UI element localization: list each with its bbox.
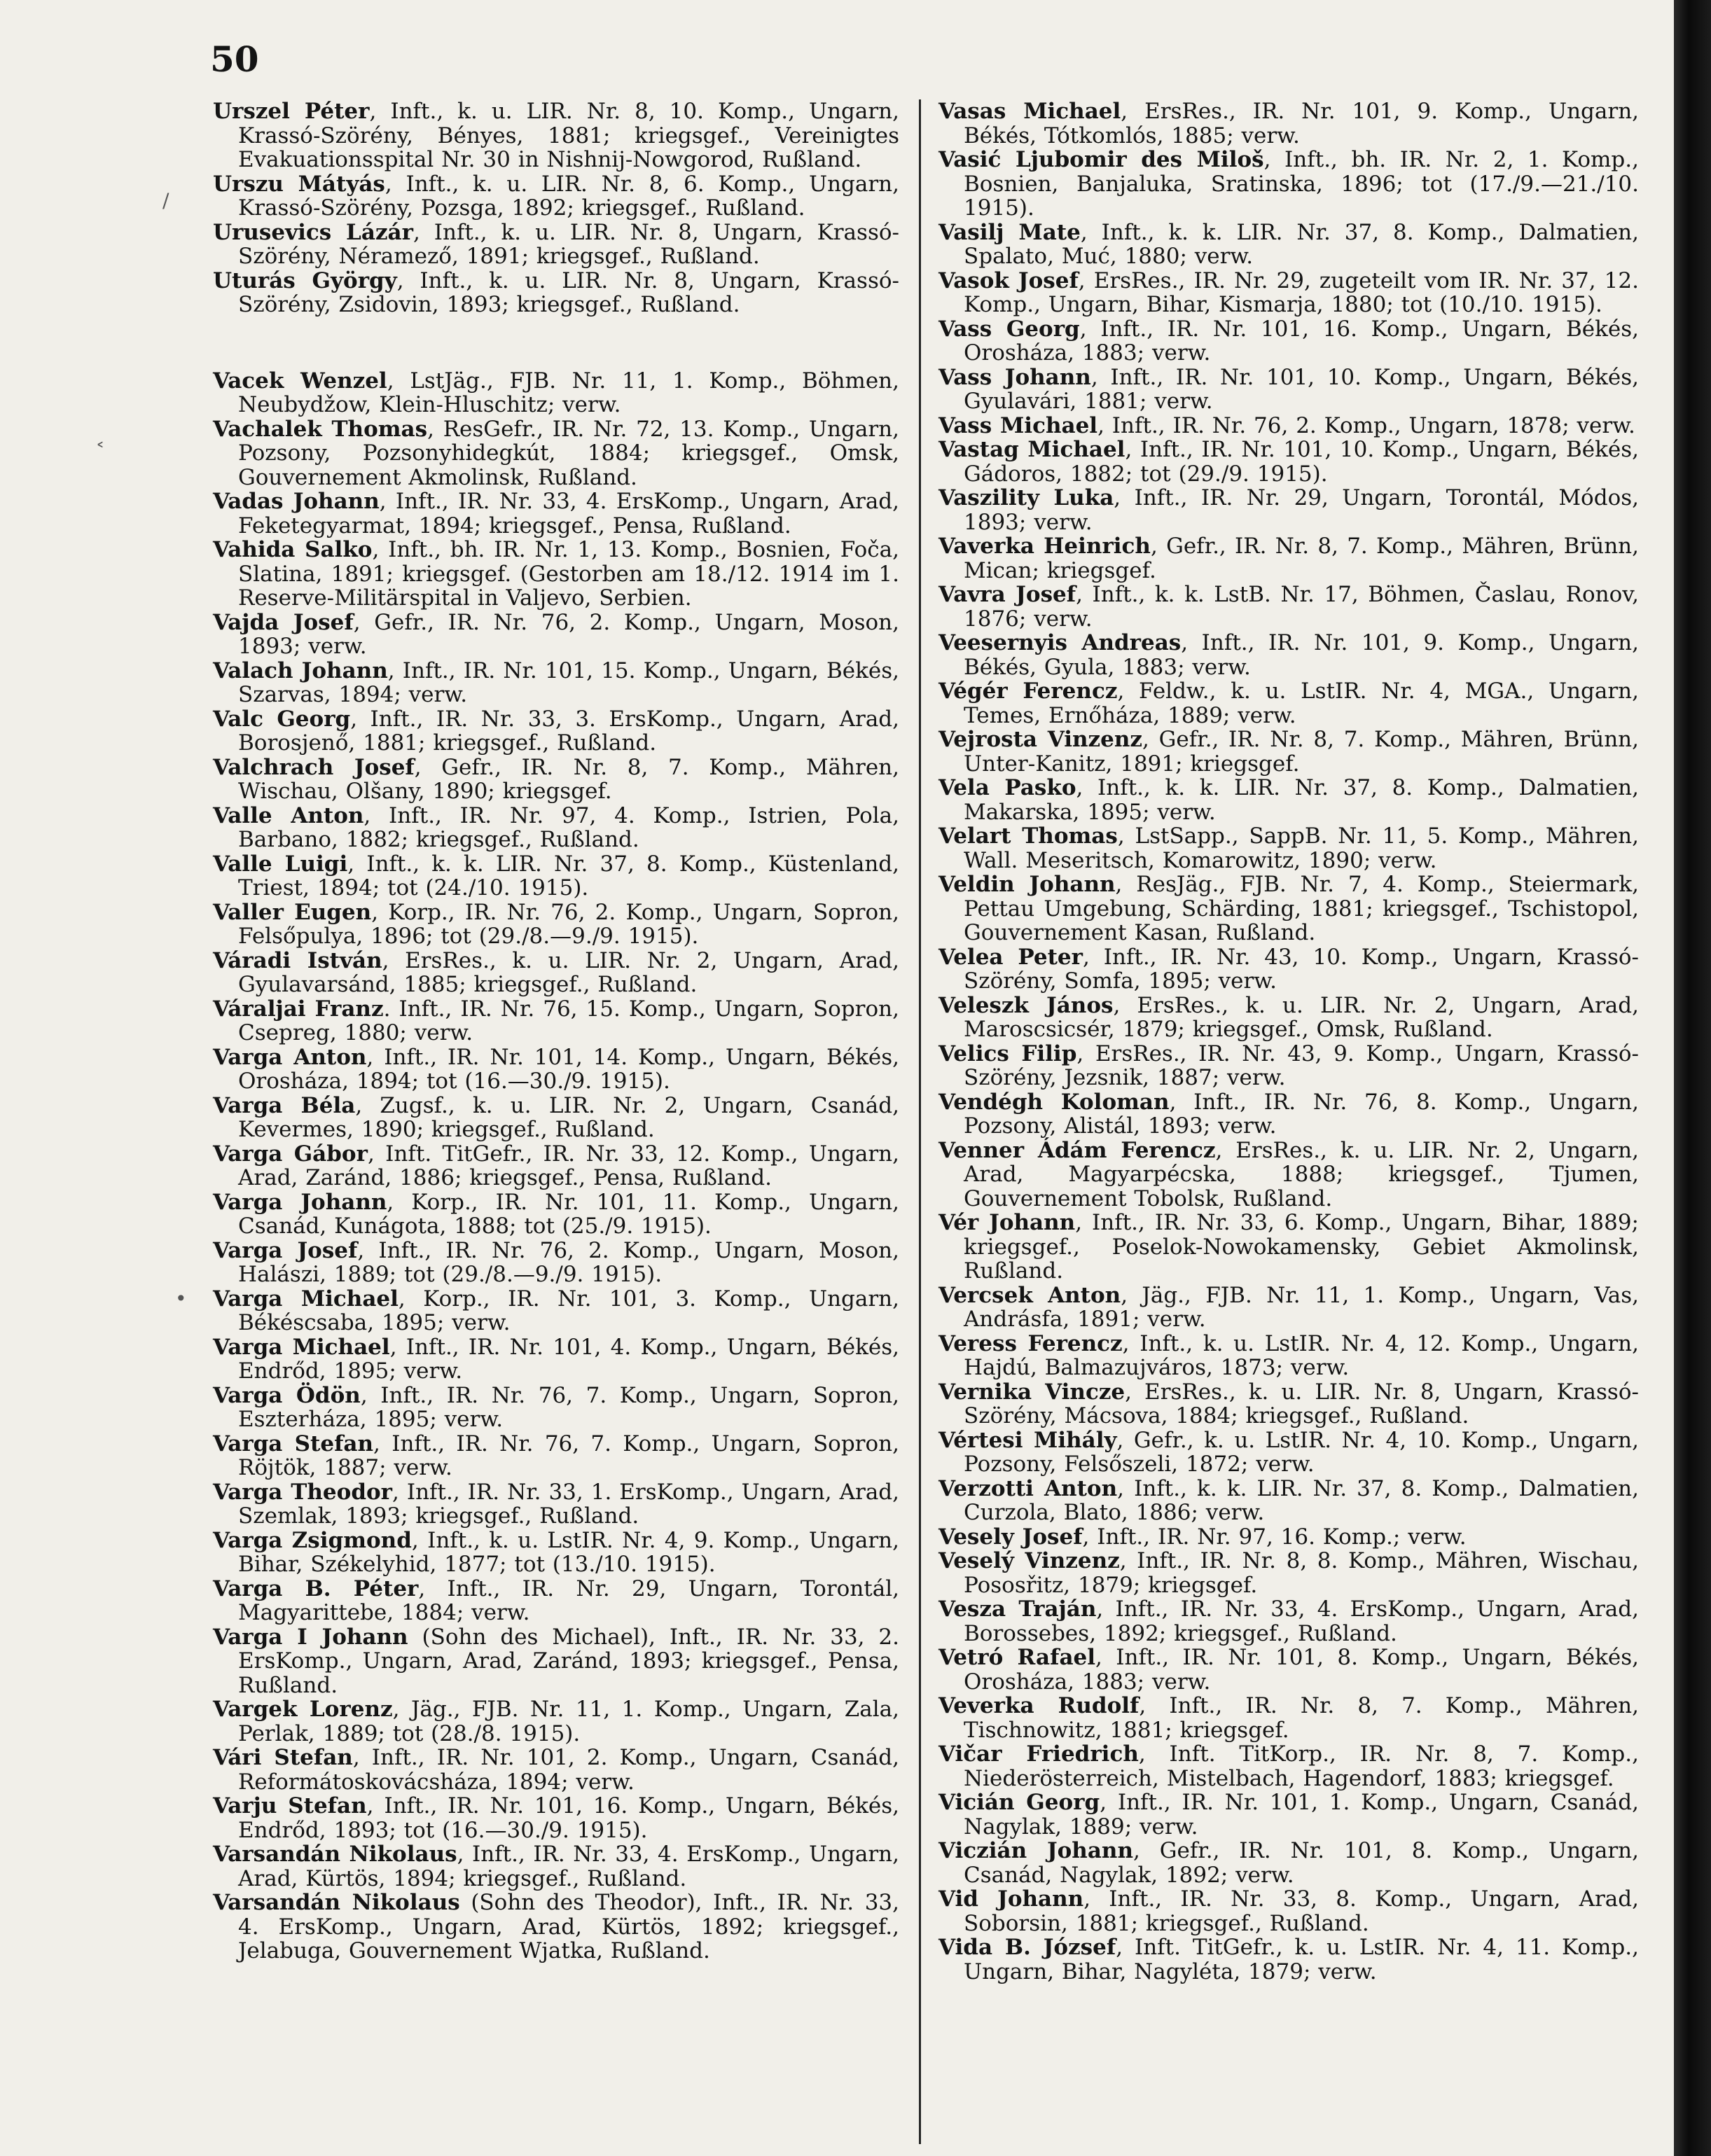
entry-name: Vida B. József [938, 1935, 1116, 1960]
register-entry [938, 824, 1639, 872]
entry-name: Valchrach Josef [213, 754, 415, 780]
page-number: 50 [210, 39, 259, 80]
register-entry [938, 1742, 1639, 1790]
entry-name: Veleszk János [938, 992, 1114, 1018]
register-entry [938, 486, 1639, 534]
register-entry [213, 1287, 899, 1335]
entry-details: , Inft. TitKorp., IR. Nr. 8, 7. Komp., Niederösterreich, Mistelbach, Hagendorf, 1883; kriegsgef. [964, 1741, 1639, 1791]
entry-details: , Inft., IR. Nr. 33, 6. Komp., Ungarn, Bihar, 1889; kriegsgef., Poselok-Nowokamensky, Gebiet Akmolinsk, Rußland. [964, 1210, 1640, 1284]
entry-details: , Gefr., IR. Nr. 8, 7. Komp., Mähren, Brünn, Mican; kriegsgef. [964, 534, 1639, 583]
register-entry [938, 872, 1639, 945]
entry-details: , Inft., IR. Nr. 33, 3. ErsKomp., Ungarn, Arad, Borosjenő, 1881; kriegsgef., Rußland. [238, 706, 899, 756]
entry-name: Uturás György [213, 267, 397, 293]
entry-details: , Feldw., k. u. LstIR. Nr. 4, MGA., Ungarn, Temes, Ernőháza, 1889; verw. [964, 679, 1639, 728]
entry-details: , Inft., k. u. LIR. Nr. 8, Ungarn, Krassó-Szörény, Néramező, 1891; kriegsgef., Rußland. [238, 219, 899, 269]
entry-name: Varga I Johann [213, 1624, 408, 1650]
entry-details: , Inft., IR. Nr. 101, 8. Komp., Ungarn, Békés, Orosháza, 1883; verw. [964, 1645, 1639, 1695]
margin-dot-mark: • [175, 1287, 187, 1310]
entry-name: Valach Johann [213, 658, 388, 683]
entry-details: , Inft., k. u. LIR. Nr. 8, Ungarn, Krassó-Szörény, Zsidovin, 1893; kriegsgef., Rußland. [238, 267, 899, 317]
entry-details: (Sohn des Michael), Inft., IR. Nr. 33, 2. ErsKomp., Ungarn, Arad, Zaránd, 1893; kriegsgef., Pensa, Rußland. [238, 1624, 899, 1698]
entry-details: , Inft., IR. Nr. 33, 8. Komp., Ungarn, Arad, Soborsin, 1881; kriegsgef., Rußland. [964, 1886, 1639, 1936]
entry-name: Vér Johann [938, 1210, 1076, 1235]
entry-details: , Inft., IR. Nr. 76, 8. Komp., Ungarn, Pozsony, Alistál, 1893; verw. [964, 1089, 1639, 1139]
register-entry [213, 804, 899, 852]
entry-name: Valle Anton [213, 802, 364, 828]
register-entry [213, 1045, 899, 1094]
entry-details: , Inft., bh. IR. Nr. 1, 13. Komp., Bosnien, Foča, Slatina, 1891; kriegsgef. (Gestorben am 18./12. 1914 im 1. Reserve-Militärspital in Valjevo, Serbien. [238, 537, 899, 611]
entry-details: , Inft., IR. Nr. 8, 7. Komp., Mähren, Tischnowitz, 1881; kriegsgef. [964, 1693, 1640, 1743]
v-entries-list [213, 369, 899, 1963]
entry-name: Valle Luigi [213, 851, 348, 877]
register-entry [938, 366, 1639, 414]
entry-name: Varga Anton [213, 1044, 367, 1070]
entry-details: , Korp., IR. Nr. 76, 2. Komp., Ungarn, Sopron, Felsőpulya, 1896; tot (29./8.—9./9. 1915). [238, 899, 899, 949]
entry-name: Vargek Lorenz [213, 1697, 393, 1722]
register-entry [938, 994, 1639, 1042]
register-entry [938, 945, 1639, 994]
right-column [938, 99, 1639, 1984]
entry-name: Varga Zsigmond [213, 1527, 412, 1553]
entry-name: Varga Michael [213, 1334, 390, 1360]
entry-details: , Inft., IR. Nr. 76, 7. Komp., Ungarn, Sopron, Röjtök, 1887; verw. [238, 1431, 899, 1480]
register-entry [213, 900, 899, 949]
register-entry [938, 1597, 1639, 1646]
entry-details: , Inft., k. u. LstIR. Nr. 4, 12. Komp., Ungarn, Hajdú, Balmazujváros, 1873; verw. [964, 1330, 1639, 1380]
register-entry [938, 1935, 1639, 1984]
entry-details: , Inft., k. k. LIR. Nr. 37, 8. Komp., Küstenland, Triest, 1894; tot (24./10. 1915). [238, 851, 899, 900]
entry-name: Vercsek Anton [938, 1282, 1121, 1308]
register-entry [213, 172, 899, 221]
entry-name: Valc Georg [213, 706, 351, 732]
right-entries-list [938, 99, 1639, 1984]
entry-details: , Inft., IR. Nr. 101, 15. Komp., Ungarn, Békés, Szarvas, 1894; verw. [238, 658, 899, 707]
entry-name: Vasilj Mate [938, 219, 1081, 245]
register-entry [213, 1094, 899, 1142]
register-entry [938, 221, 1639, 269]
register-entry [213, 949, 899, 997]
entry-details: , Inft., IR. Nr. 29, Ungarn, Torontál, Módos, 1893; verw. [964, 485, 1639, 535]
entry-name: Vajda Josef [213, 609, 354, 635]
entry-details: , ResGefr., IR. Nr. 72, 13. Komp., Ungarn, Pozsony, Pozsonyhidegkút, 1884; kriegsgef., Omsk, Gouvernement Akmolinsk, Rußland. [238, 416, 899, 490]
entry-name: Varga Michael [213, 1286, 399, 1312]
register-entry [938, 1549, 1639, 1597]
entry-details: , Inft., IR. Nr. 101, 9. Komp., Ungarn, Békés, Gyula, 1883; verw. [964, 630, 1639, 680]
entry-name: Velea Peter [938, 944, 1083, 970]
register-entry [213, 997, 899, 1045]
entry-details: , Inft., k. u. LIR. Nr. 8, 6. Komp., Ungarn, Krassó-Szörény, Pozsga, 1892; kriegsgef., Rußland. [238, 171, 899, 221]
margin-pencil-mark: / [162, 189, 169, 212]
register-entry [213, 1239, 899, 1287]
entry-name: Varga Josef [213, 1237, 358, 1263]
entry-details: , ErsRes., IR. Nr. 29, zugeteilt vom IR. Nr. 37, 12. Komp., Ungarn, Bihar, Kismarja, 1880; tot (10./10. 1915). [964, 267, 1639, 317]
entry-name: Vid Johann [938, 1886, 1084, 1912]
entry-name: Vejrosta Vinzenz [938, 727, 1142, 752]
register-entry [213, 1335, 899, 1384]
entry-details: , LstSapp., SappB. Nr. 11, 5. Komp., Mähren, Wall. Meseritsch, Komarowitz, 1890; verw. [964, 823, 1639, 873]
register-entry [213, 659, 899, 707]
entry-name: Valler Eugen [213, 899, 372, 925]
register-entry [938, 1332, 1639, 1380]
register-entry [213, 489, 899, 538]
entry-name: Urszu Mátyás [213, 171, 385, 197]
register-entry [213, 611, 899, 659]
register-entry [938, 728, 1639, 776]
entry-details: , Gefr., k. u. LstIR. Nr. 4, 10. Komp., Ungarn, Pozsony, Felsőszeli, 1872; verw. [964, 1427, 1639, 1477]
register-entry [938, 438, 1639, 486]
register-entry [213, 1190, 899, 1239]
entry-details: , Inft., IR. Nr. 101, 16. Komp., Ungarn, Békés, Endrőd, 1893; tot (16.—30./9. 1915). [238, 1793, 899, 1843]
entry-name: Varga Ödön [213, 1382, 361, 1408]
entry-details: , Inft., IR. Nr. 33, 4. ErsKomp., Ungarn, Arad, Kürtös, 1894; kriegsgef., Rußland. [238, 1842, 899, 1891]
entry-details: (Sohn des Theodor), Inft., IR. Nr. 33, 4. ErsKomp., Ungarn, Arad, Kürtös, 1892; kriegsgef., Jelabuga, Gouvernement Wjatka, Rußland. [238, 1890, 900, 1963]
entry-details: , Inft. TitGefr., k. u. LstIR. Nr. 4, 11. Komp., Ungarn, Bihar, Nagyléta, 1879; verw. [964, 1935, 1639, 1984]
entry-name: Vachalek Thomas [213, 416, 428, 442]
entry-name: Velart Thomas [938, 823, 1118, 849]
entry-name: Vesely Josef [938, 1524, 1083, 1550]
register-entry [938, 583, 1639, 631]
entry-details: , Gefr., IR. Nr. 101, 8. Komp., Ungarn, Csanád, Nagylak, 1892; verw. [964, 1838, 1639, 1888]
entry-name: Veselý Vinzenz [938, 1548, 1120, 1573]
entry-details: , ResJäg., FJB. Nr. 7, 4. Komp., Steiermark, Pettau Umgebung, Schärding, 1881; kriegsgef., Tschistopol, Gouvernement Kasan, Rußland. [964, 872, 1639, 945]
entry-name: Veesernyis Andreas [938, 630, 1182, 655]
register-entry [938, 679, 1639, 728]
entry-details: , ErsRes., k. u. LIR. Nr. 2, Ungarn, Arad, Gyulavarsánd, 1885; kriegsgef., Rußland. [238, 947, 899, 997]
entry-details: , Gefr., IR. Nr. 8, 7. Komp., Mähren, Brünn, Unter-Kanitz, 1891; kriegsgef. [964, 727, 1639, 777]
scan-edge [1674, 0, 1711, 2156]
register-entry [213, 1432, 899, 1480]
entry-details: , Korp., IR. Nr. 101, 3. Komp., Ungarn, Békéscsaba, 1895; verw. [238, 1286, 899, 1335]
entry-name: Vahida Salko [213, 537, 373, 562]
register-entry [213, 852, 899, 900]
register-entry [213, 1142, 899, 1190]
entry-details: , Gefr., IR. Nr. 8, 7. Komp., Mähren, Wischau, Olšany, 1890; kriegsgef. [238, 754, 899, 804]
register-entry [213, 1625, 899, 1698]
entry-details: , Inft., k. u. LIR. Nr. 8, 10. Komp., Ungarn, Krassó-Szörény, Bényes, 1881; kriegsgef., Vereinigtes Evakuationsspital Nr. 30 in Nishnij-Nowgorod, Rußland. [238, 99, 899, 172]
entry-name: Vass Georg [938, 316, 1080, 342]
register-entry [938, 414, 1639, 438]
entry-name: Veress Ferencz [938, 1330, 1123, 1356]
register-entry [938, 1211, 1639, 1284]
entry-name: Varga Stefan [213, 1431, 374, 1456]
entry-name: Vendégh Koloman [938, 1089, 1170, 1115]
entry-details: , Inft., IR. Nr. 97, 4. Komp., Istrien, Pola, Barbano, 1882; kriegsgef., Rußland. [238, 802, 899, 852]
register-entry [938, 534, 1639, 583]
register-entry [938, 1284, 1639, 1332]
register-entry [213, 707, 899, 756]
entry-details: , Inft., IR. Nr. 101, 4. Komp., Ungarn, Békés, Endrőd, 1895; verw. [238, 1334, 899, 1384]
entry-details: , Inft., k. k. LIR. Nr. 37, 8. Komp., Dalmatien, Curzola, Blato, 1886; verw. [964, 1475, 1639, 1525]
entry-name: Varga Gábor [213, 1141, 368, 1167]
entry-details: , Inft., IR. Nr. 8, 8. Komp., Mähren, Wischau, Pososřitz, 1879; kriegsgef. [964, 1548, 1639, 1598]
entry-name: Vicián Georg [938, 1790, 1100, 1815]
register-entry [213, 756, 899, 804]
register-entry [213, 369, 899, 417]
entry-details: , Korp., IR. Nr. 101, 11. Komp., Ungarn, Csanád, Kunágota, 1888; tot (25./9. 1915). [238, 1189, 899, 1239]
entry-details: , ErsRes., IR. Nr. 101, 9. Komp., Ungarn, Békés, Tótkomlós, 1885; verw. [964, 99, 1640, 148]
entry-details: , Inft., bh. IR. Nr. 2, 1. Komp., Bosnien, Banjaluka, Sratinska, 1896; tot (17./9.—21./10. 1915). [964, 147, 1639, 221]
register-entry [938, 1646, 1639, 1694]
entry-name: Velics Filip [938, 1041, 1077, 1066]
entry-name: Vaszility Luka [938, 485, 1114, 510]
entry-details: , Inft., IR. Nr. 33, 4. ErsKomp., Ungarn, Arad, Feketegyarmat, 1894; kriegsgef., Pensa, Rußland. [238, 489, 899, 538]
entry-details: , Jäg., FJB. Nr. 11, 1. Komp., Ungarn, Zala, Perlak, 1889; tot (28./8. 1915). [238, 1697, 899, 1746]
entry-name: Vasas Michael [938, 99, 1121, 124]
entry-details: , Inft., IR. Nr. 33, 1. ErsKomp., Ungarn, Arad, Szemlak, 1893; kriegsgef., Rußland. [238, 1479, 899, 1529]
entry-name: Varga Johann [213, 1189, 387, 1215]
register-entry [213, 269, 899, 317]
entry-details: , Inft., IR. Nr. 101, 16. Komp., Ungarn, Békés, Orosháza, 1883; verw. [964, 316, 1639, 366]
entry-name: Vesza Traján [938, 1597, 1097, 1622]
register-entry [938, 1380, 1639, 1428]
entry-name: Vacek Wenzel [213, 368, 387, 394]
entry-details: , Inft., IR. Nr. 76, 2. Komp., Ungarn, 1878; verw. [1097, 412, 1635, 438]
entry-name: Varsandán Nikolaus [213, 1842, 457, 1867]
register-entry [213, 1891, 899, 1963]
register-entry [938, 1042, 1639, 1090]
entry-name: Vetró Rafael [938, 1645, 1096, 1670]
register-entry [938, 148, 1639, 221]
entry-details: , Gefr., IR. Nr. 76, 2. Komp., Ungarn, Moson, 1893; verw. [238, 609, 899, 659]
register-entry [938, 1428, 1639, 1477]
register-entry [938, 1525, 1639, 1550]
entry-details: , Zugsf., k. u. LIR. Nr. 2, Ungarn, Csanád, Kevermes, 1890; kriegsgef., Rußland. [238, 1092, 899, 1142]
register-entry [213, 1577, 899, 1625]
entry-name: Viczián Johann [938, 1838, 1134, 1863]
entry-details: , Inft., IR. Nr. 101, 14. Komp., Ungarn, Békés, Orosháza, 1894; tot (16.—30./9. 1915). [238, 1044, 899, 1094]
register-entry [938, 1139, 1639, 1211]
entry-name: Vass Michael [938, 412, 1098, 438]
register-entry [213, 1480, 899, 1529]
register-entry [938, 1839, 1639, 1887]
entry-details: , LstJäg., FJB. Nr. 11, 1. Komp., Böhmen, Neubydžow, Klein-Hluschitz; verw. [238, 368, 899, 417]
entry-details: , Inft., IR. Nr. 76, 2. Komp., Ungarn, Moson, Halászi, 1889; tot (29./8.—9./9. 1915). [238, 1237, 899, 1287]
register-entry [938, 317, 1639, 366]
column-divider [919, 99, 921, 2144]
register-entry [213, 1697, 899, 1746]
entry-details: , Inft., IR. Nr. 101, 2. Komp., Ungarn, Csanád, Reformátoskovácsháza, 1894; verw. [238, 1745, 899, 1795]
register-entry [938, 1694, 1639, 1742]
register-entry [213, 1529, 899, 1577]
register-entry [213, 1384, 899, 1432]
entry-name: Veverka Rudolf [938, 1693, 1139, 1718]
entry-name: Veldin Johann [938, 872, 1116, 897]
entry-name: Váradi István [213, 947, 382, 973]
entry-name: Vernika Vincze [938, 1379, 1125, 1405]
entry-details: , ErsRes., k. u. LIR. Nr. 8, Ungarn, Krassó-Szörény, Mácsova, 1884; kriegsgef., Rußland. [964, 1379, 1639, 1428]
entry-name: Verzotti Anton [938, 1475, 1118, 1501]
entry-name: Vavra Josef [938, 582, 1076, 607]
entry-details: , Inft., k. u. LstIR. Nr. 4, 9. Komp., Ungarn, Bihar, Székelyhid, 1877; tot (13./10. 1915). [238, 1527, 899, 1577]
entry-name: Varga Theodor [213, 1479, 392, 1505]
entry-details: , ErsRes., IR. Nr. 43, 9. Komp., Ungarn, Krassó-Szörény, Jezsnik, 1887; verw. [964, 1041, 1639, 1090]
register-entry [938, 269, 1639, 317]
entry-name: Urszel Péter [213, 99, 370, 124]
entry-name: Varsandán Nikolaus [213, 1890, 460, 1915]
entry-name: Varju Stefan [213, 1793, 367, 1818]
entry-details: . Inft., IR. Nr. 76, 15. Komp., Ungarn, Sopron, Csepreg, 1880; verw. [238, 996, 899, 1045]
entry-details: , Inft., k. k. LIR. Nr. 37, 8. Komp., Dalmatien, Spalato, Muć, 1880; verw. [964, 219, 1639, 269]
entry-details: , Inft., IR. Nr. 97, 16. Komp.; verw. [1082, 1524, 1467, 1550]
register-entry [938, 1887, 1639, 1935]
entry-name: Vadas Johann [213, 489, 380, 514]
register-entry [213, 1746, 899, 1794]
entry-details: , Inft., IR. Nr. 29, Ungarn, Torontál, Magyarittebe, 1884; verw. [238, 1576, 900, 1625]
u-entries-list [213, 99, 899, 317]
entry-details: , Inft., IR. Nr. 101, 10. Komp., Ungarn, Békés, Gádoros, 1882; tot (29./9. 1915). [964, 437, 1639, 487]
register-entry [213, 99, 899, 172]
register-entry [938, 776, 1639, 824]
entry-name: Váraljai Franz [213, 996, 384, 1022]
entry-name: Varga B. Péter [213, 1576, 419, 1601]
entry-name: Vasok Josef [938, 267, 1079, 293]
left-column [213, 99, 899, 1963]
entry-details: , Inft., IR. Nr. 76, 7. Komp., Ungarn, Sopron, Eszterháza, 1895; verw. [238, 1382, 899, 1432]
entry-details: , ErsRes., k. u. LIR. Nr. 2, Ungarn, Arad, Maroscsicsér, 1879; kriegsgef., Omsk, Rußland. [964, 992, 1639, 1042]
register-entry [938, 1790, 1639, 1839]
register-entry [938, 631, 1639, 679]
entry-name: Varga Béla [213, 1092, 356, 1118]
entry-details: , Inft., k. k. LIR. Nr. 37, 8. Komp., Dalmatien, Makarska, 1895; verw. [964, 775, 1639, 825]
entry-name: Végér Ferencz [938, 679, 1118, 704]
entry-name: Vičar Friedrich [938, 1741, 1139, 1767]
section-gap [213, 317, 899, 369]
entry-name: Urusevics Lázár [213, 219, 413, 245]
entry-details: , Inft., IR. Nr. 33, 4. ErsKomp., Ungarn, Arad, Borossebes, 1892; kriegsgef., Rußland. [964, 1597, 1639, 1646]
register-entry [213, 1794, 899, 1842]
entry-details: , Jäg., FJB. Nr. 11, 1. Komp., Ungarn, Vas, Andrásfa, 1891; verw. [964, 1282, 1639, 1332]
margin-pencil-mark: ˂ [95, 440, 105, 463]
entry-name: Vértesi Mihály [938, 1427, 1117, 1453]
entry-details: , Inft., k. k. LstB. Nr. 17, Böhmen, Časlau, Ronov, 1876; verw. [964, 582, 1639, 632]
entry-details: , Inft. TitGefr., IR. Nr. 33, 12. Komp., Ungarn, Arad, Zaránd, 1886; kriegsgef., Pensa, Rußland. [238, 1141, 899, 1190]
entry-name: Vári Stefan [213, 1745, 353, 1770]
entry-name: Vela Pasko [938, 775, 1076, 800]
entry-details: , Inft., IR. Nr. 101, 1. Komp., Ungarn, Csanád, Nagylak, 1889; verw. [964, 1790, 1639, 1839]
entry-name: Vass Johann [938, 364, 1091, 390]
register-entry [213, 538, 899, 611]
register-entry [938, 99, 1639, 148]
register-entry [213, 417, 899, 490]
register-entry [938, 1477, 1639, 1525]
entry-details: , Inft., IR. Nr. 43, 10. Komp., Ungarn, Krassó-Szörény, Somfa, 1895; verw. [964, 944, 1639, 994]
entry-name: Vaverka Heinrich [938, 534, 1151, 559]
entry-name: Vastag Michael [938, 437, 1125, 462]
register-entry [938, 1090, 1639, 1139]
entry-name: Venner Ádám Ferencz [938, 1137, 1216, 1163]
register-entry [213, 1842, 899, 1891]
entry-name: Vasić Ljubomir des Miloš [938, 147, 1264, 172]
register-entry [213, 221, 899, 269]
entry-details: , ErsRes., k. u. LIR. Nr. 2, Ungarn, Arad, Magyarpécska, 1888; kriegsgef., Tjumen, Gouvernement Tobolsk, Rußland. [964, 1137, 1639, 1211]
entry-details: , Inft., IR. Nr. 101, 10. Komp., Ungarn, Békés, Gyulavári, 1881; verw. [964, 364, 1639, 414]
